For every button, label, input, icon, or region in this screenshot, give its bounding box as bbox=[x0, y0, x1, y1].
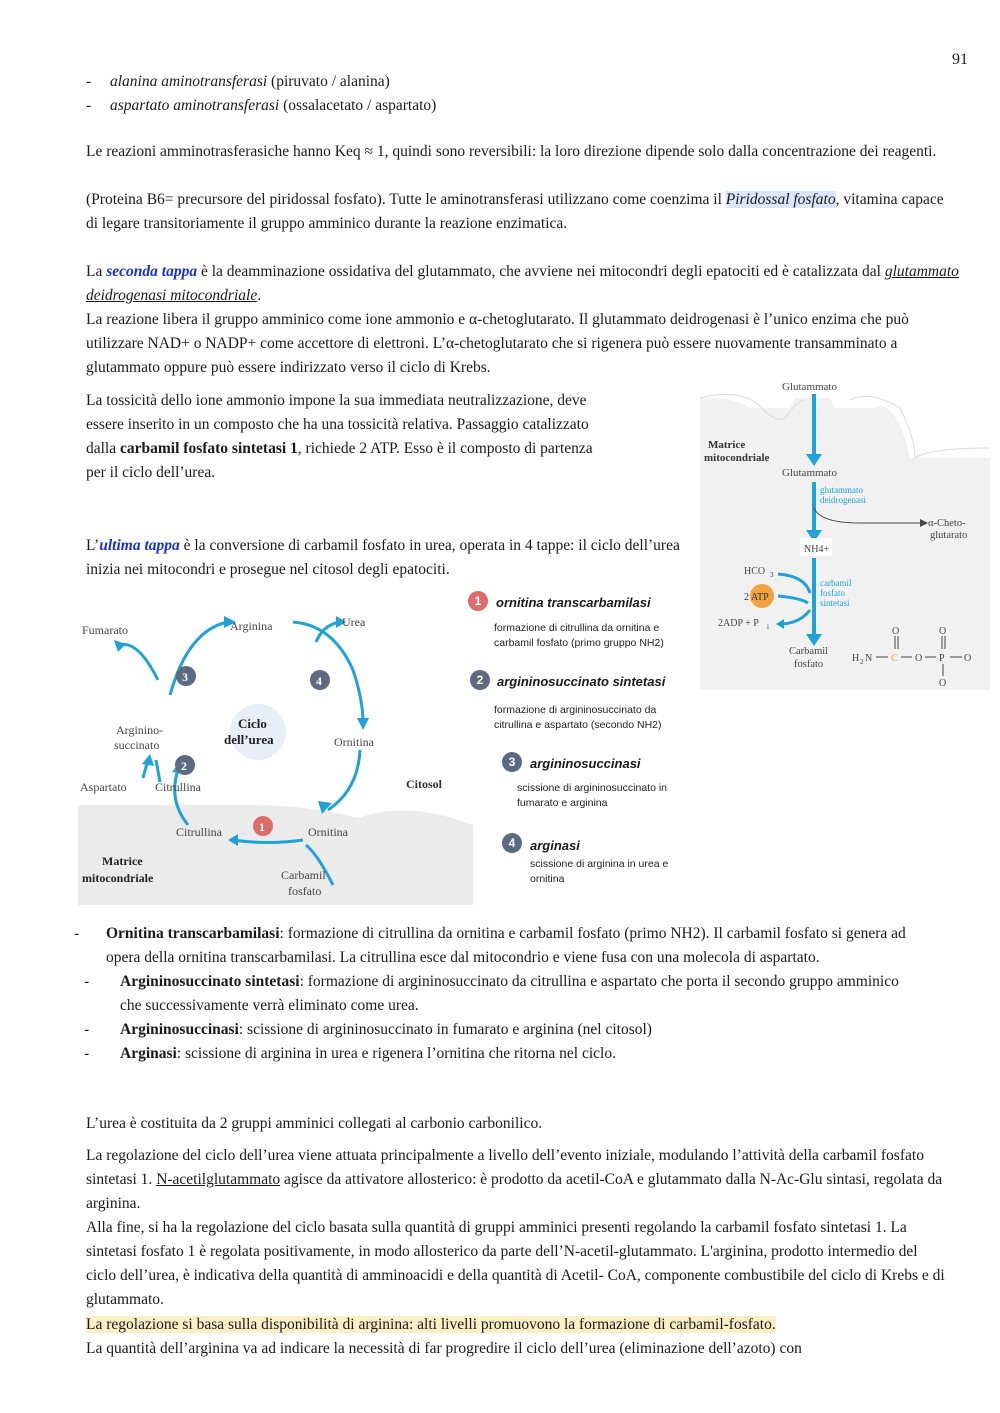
svg-text:2ADP + P: 2ADP + P bbox=[718, 618, 759, 629]
ornitina-cyt-label: Ornitina bbox=[334, 735, 374, 749]
glutammato-top-label: Glutammato bbox=[782, 381, 837, 393]
list-item: - Ornitina transcarbamilasi: formazione di citrullina da ornitina e carbamil fosfato (primo NH2). Il carbamil fosfato si genera ad opera della ornitina transcarbamilasi. La citrullina esce dal mitocondrio e viene fusa con una molecola di aspartato. bbox=[74, 925, 906, 966]
paragraph-piridossal: (Proteina B6= precursore del piridossal fosfato). Tutte le aminotransferasi utilizzano come coenzima il Piridossal fosfato, vitamina capace di legare transitoriamente il gruppo amminico durante la reazione enzimatica. bbox=[86, 191, 944, 232]
svg-text:2 ATP: 2 ATP bbox=[744, 592, 769, 603]
svg-text:fosfato: fosfato bbox=[820, 588, 845, 598]
paragraph-regolazione-2: Alla fine, si ha la regolazione del ciclo basata sulla quantità di gruppi amminici presenti regolando la carbamil fosfato sintetasi 1. La sintetasi fosfato 1 è regolata positivamente, in modo allosterico da parte dell’N-acetil-glutammato. L'arginina, prodotto intermedio del ciclo dell’urea, è indicativa della quantità di amminoacidi e della quantità di Acetil- CoA, componente combustibile del ciclo di Krebs e di glutammato. bbox=[86, 1219, 945, 1308]
paragraph-keq: Le reazioni amminotrasferasiche hanno Keq ≈ 1, quindi sono reversibili: la loro direzione dipende solo dalla concentrazione dei reagenti. bbox=[86, 143, 937, 160]
enzyme-title: argininosuccinasi bbox=[530, 756, 641, 771]
aspartato-label: Aspartato bbox=[80, 780, 127, 794]
nh4-label: NH4+ bbox=[804, 544, 830, 555]
list-item: - Argininosuccinato sintetasi: formazione di argininosuccinato da citrullina e aspartato che porta il secondo gruppo amminico che successivamente verrà eliminato come urea. bbox=[84, 973, 899, 1014]
svg-text:C: C bbox=[891, 653, 898, 664]
svg-text:deidrogenasi: deidrogenasi bbox=[820, 495, 866, 505]
citosol-label: Citosol bbox=[406, 777, 442, 791]
svg-text:Carbamil: Carbamil bbox=[281, 868, 326, 882]
paragraph-urea: L’urea è costituita da 2 gruppi amminici collegati al carbonio carbonilico. bbox=[86, 1115, 543, 1132]
enzyme-desc: scissione di argininosuccinato in fumarato e arginina bbox=[517, 782, 667, 809]
svg-text:2: 2 bbox=[860, 658, 864, 666]
svg-text:mitocondriale: mitocondriale bbox=[82, 871, 154, 885]
enzyme-number: 4 bbox=[502, 833, 522, 853]
svg-text:succinato: succinato bbox=[114, 738, 160, 752]
svg-text:O: O bbox=[939, 626, 947, 637]
glutammato-mid-label: Glutammato bbox=[782, 467, 837, 479]
paragraph-seconda-tappa: La seconda tappa è la deamminazione ossidativa del glutammato, che avviene nei mitocondri degli epatociti ed è catalizzata dal glutammato deidrogenasi mitocondriale. bbox=[86, 263, 959, 304]
paragraph-ultima-tappa: L’ultima tappa è la conversione di carbamil fosfato in urea, operata in 4 tappe: il ciclo dell’urea inizia nei mitocondri e prosegue nel citosol degli epatociti. bbox=[86, 537, 680, 578]
list-item: - alanina aminotransferasi (piruvato / alanina) bbox=[86, 70, 786, 94]
svg-text:i: i bbox=[767, 623, 769, 631]
page-number: 91 bbox=[952, 51, 968, 68]
aminotransferase-list bbox=[86, 70, 786, 118]
enzyme-title: arginasi bbox=[530, 838, 580, 853]
svg-text:Matrice: Matrice bbox=[708, 439, 746, 451]
urea-cycle-figure bbox=[78, 600, 473, 905]
svg-text:HCO: HCO bbox=[744, 566, 766, 577]
svg-text:O: O bbox=[964, 653, 972, 664]
svg-text:dell’urea: dell’urea bbox=[224, 732, 274, 747]
enzyme-desc: formazione di argininosuccinato da citrullina e aspartato (secondo NH2) bbox=[494, 704, 662, 731]
svg-text:4: 4 bbox=[316, 674, 322, 688]
svg-text:3: 3 bbox=[182, 670, 188, 684]
step-list bbox=[74, 922, 924, 1066]
svg-text:sintetasi: sintetasi bbox=[820, 598, 850, 608]
svg-text:3: 3 bbox=[770, 571, 774, 579]
paragraph-quantita: La quantità dell’arginina va ad indicare la necessità di far progredire il ciclo dell’urea (eliminazione dell’azoto) con bbox=[86, 1340, 802, 1357]
svg-text:1: 1 bbox=[259, 820, 265, 834]
enzyme-title: argininosuccinato sintetasi bbox=[497, 674, 666, 689]
svg-text:O: O bbox=[939, 678, 947, 689]
citrullina-cyt-label: Citrullina bbox=[155, 780, 201, 794]
citrullina-mit-label: Citrullina bbox=[176, 825, 222, 839]
svg-text:carbamil: carbamil bbox=[820, 578, 852, 588]
paragraph-tossicita: La tossicità dello ione ammonio impone la sua immediata neutralizzazione, deve essere inserito in un composto che ha una tossicità relativa. Passaggio catalizzato dalla carbamil fosfato sintetasi 1, richiede 2 ATP. Esso è il composto di partenza per il ciclo dell’urea. bbox=[86, 392, 593, 481]
svg-text:glutarato: glutarato bbox=[930, 530, 968, 541]
svg-text:P: P bbox=[939, 653, 945, 664]
paragraph-regolazione: La regolazione del ciclo dell’urea viene attuata principalmente a livello dell’evento iniziale, modulando l’attività della carbamil fosfato sintetasi 1. N-acetilglutammato agisce da attivatore allosterico: è prodotto da acetil-CoA e glutammato dalla N-Ac-Glu sintasi, regolata da arginina. bbox=[86, 1147, 943, 1212]
highlight-arginina: La regolazione si basa sulla disponibilità di arginina: alti livelli promuovono la formazione di carbamil-fosfato. bbox=[86, 1316, 776, 1333]
svg-text:Matrice: Matrice bbox=[102, 854, 143, 868]
enzyme-desc: formazione di citrullina da ornitina e carbamil fosfato (primo gruppo NH2) bbox=[494, 622, 664, 649]
paragraph-arginina bbox=[86, 1313, 956, 1337]
list-item: - Arginasi: scissione di arginina in urea e rigenera l’ornitina che ritorna nel ciclo. bbox=[84, 1045, 616, 1062]
list-item: - Argininosuccinasi: scissione di argininosuccinato in fumarato e arginina (nel citosol) bbox=[84, 1021, 652, 1038]
svg-text:Ciclo: Ciclo bbox=[238, 716, 267, 731]
urea-cycle-diagram bbox=[78, 600, 473, 905]
svg-text:Carbamil: Carbamil bbox=[789, 646, 829, 657]
svg-text:mitocondriale: mitocondriale bbox=[704, 452, 770, 464]
paragraph-reazione: La reazione libera il gruppo amminico come ione ammonio e α-chetoglutarato. Il glutammato deidrogenasi è l’unico enzima che può utilizzare NAD+ o NADP+ come accettore di elettroni. L’α-chetoglutarato che si rigenera può essere nuovamente transamminato a glutammato oppure può essere indirizzato verso il ciclo di Krebs. bbox=[86, 311, 909, 376]
fumarato-label: Fumarato bbox=[82, 623, 128, 637]
enzyme-number: 1 bbox=[468, 591, 488, 611]
svg-text:fosfato: fosfato bbox=[288, 884, 322, 898]
enzyme-desc: scissione di arginina in urea e ornitina bbox=[530, 858, 669, 885]
carbamil-fosfato-figure bbox=[700, 378, 990, 690]
enzyme-number: 2 bbox=[470, 670, 490, 690]
svg-text:fosfato: fosfato bbox=[794, 659, 824, 670]
svg-text:O: O bbox=[915, 653, 923, 664]
svg-text:N: N bbox=[865, 653, 873, 664]
ornitina-mit-label: Ornitina bbox=[308, 825, 348, 839]
svg-text:glutammato: glutammato bbox=[820, 485, 863, 495]
svg-text:2: 2 bbox=[181, 759, 187, 773]
carbamil-fosfato-diagram bbox=[700, 378, 990, 690]
enzyme-number: 3 bbox=[502, 752, 522, 772]
svg-text:α-Cheto-: α-Cheto- bbox=[928, 518, 966, 529]
urea-label: Urea bbox=[342, 615, 366, 629]
svg-text:H: H bbox=[852, 653, 860, 664]
arginina-label: Arginina bbox=[230, 619, 273, 633]
list-item: - aspartato aminotransferasi (ossalacetato / aspartato) bbox=[86, 94, 786, 118]
svg-text:O: O bbox=[892, 626, 900, 637]
highlight-piridossal: Piridossal fosfato bbox=[725, 191, 836, 208]
enzyme-title: ornitina transcarbamilasi bbox=[496, 595, 651, 610]
svg-text:Arginino-: Arginino- bbox=[116, 723, 164, 737]
